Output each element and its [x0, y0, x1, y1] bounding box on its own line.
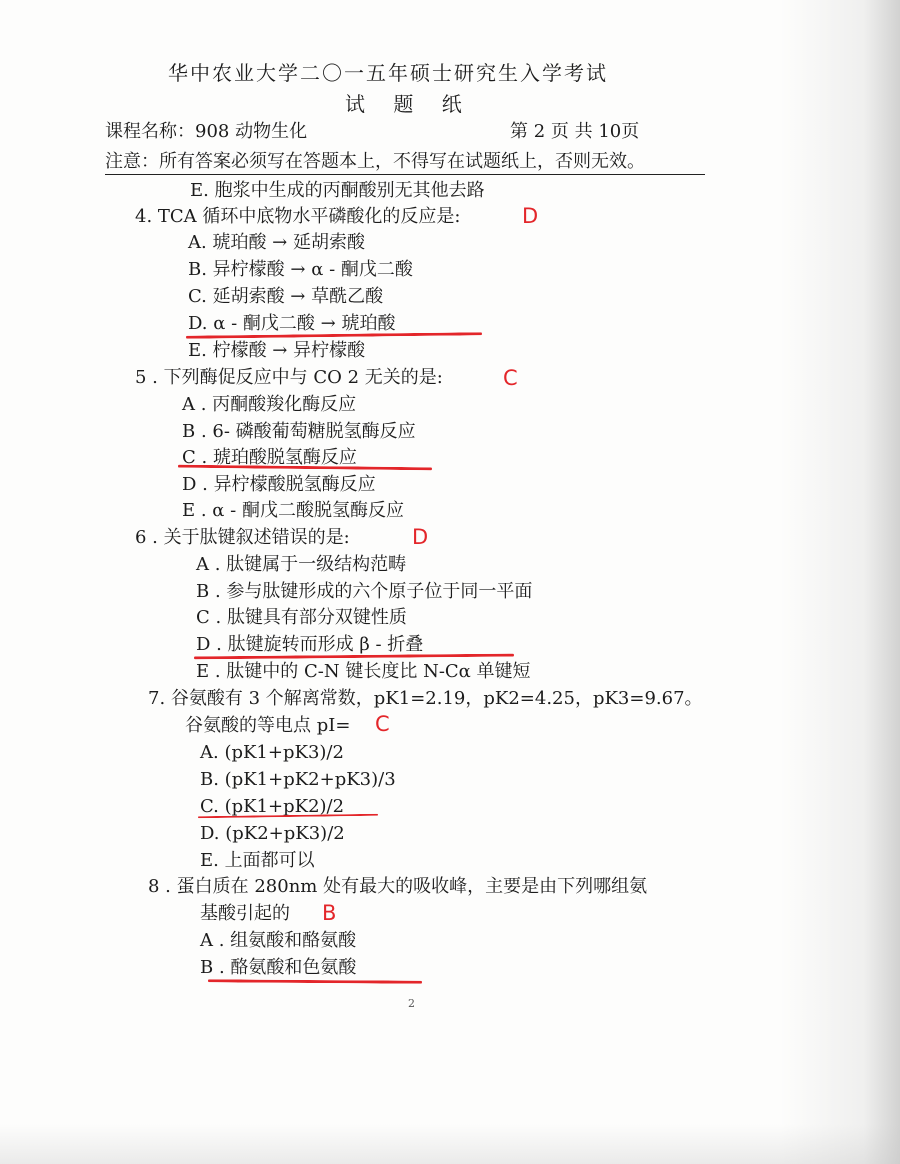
course-name: 课程名称：908 动物生化: [105, 121, 308, 142]
q7-option-d: D. (pK2+pK3)/2: [200, 823, 345, 844]
q7-option-c: C. (pK1+pK2)/2: [200, 796, 345, 817]
q4-option-a: A. 琥珀酸 → 延胡索酸: [188, 232, 365, 253]
q8-stem-line2: 基酸引起的: [200, 903, 290, 924]
q5-option-d: D . 异柠檬酸脱氢酶反应: [182, 474, 376, 495]
notice-underline: [105, 174, 705, 175]
q5-option-e: E . α - 酮戊二酸脱氢酶反应: [182, 500, 404, 521]
notice-text: 注意：所有答案必须写在答题本上，不得写在试题纸上，否则无效。: [105, 151, 645, 172]
q4-stem: 4. TCA 循环中底物水平磷酸化的反应是:: [135, 206, 461, 227]
q4-answer-mark: D: [522, 204, 539, 228]
q4-option-e: E. 柠檬酸 → 异柠檬酸: [188, 340, 366, 361]
q8-option-a: A . 组氨酸和酪氨酸: [200, 930, 357, 951]
q7-option-a: A. (pK1+pK3)/2: [200, 742, 344, 763]
q3-option-e: E. 胞浆中生成的丙酮酸别无其他去路: [190, 180, 485, 201]
q5-answer-mark: C: [503, 366, 518, 390]
scan-edge-shadow: [780, 0, 900, 1164]
q5-answer-underline: [178, 465, 432, 471]
q8-option-b: B . 酪氨酸和色氨酸: [200, 957, 357, 978]
q7-stem-line2: 谷氨酸的等电点 pI=: [185, 715, 351, 736]
q5-stem: 5 . 下列酶促反应中与 CO 2 无关的是:: [135, 367, 443, 388]
q8-answer-underline: [208, 979, 422, 983]
q5-option-b: B . 6- 磷酸葡萄糖脱氢酶反应: [182, 421, 416, 442]
page-info: 第 2 页 共 10页: [510, 121, 640, 142]
q4-option-b: B. 异柠檬酸 → α - 酮戊二酸: [188, 259, 413, 280]
q6-stem: 6 . 关于肽键叙述错误的是:: [135, 527, 350, 548]
q8-stem: 8 . 蛋白质在 280nm 处有最大的吸收峰，主要是由下列哪组氨: [148, 876, 648, 897]
q8-answer-mark: B: [322, 901, 337, 925]
q6-option-c: C . 肽键具有部分双键性质: [196, 607, 407, 628]
q7-stem: 7. 谷氨酸有 3 个解离常数，pK1=2.19，pK2=4.25，pK3=9.67。: [148, 688, 703, 709]
page-subtitle: 试 题 纸: [345, 92, 464, 116]
q7-answer-mark: C: [375, 712, 390, 736]
q6-option-b: B . 参与肽键形成的六个原子位于同一平面: [196, 581, 533, 602]
q6-option-a: A . 肽键属于一级结构范畴: [196, 554, 407, 575]
page-title: 华中农业大学二〇一五年硕士研究生入学考试: [168, 61, 608, 85]
q6-option-e: E . 肽键中的 C-N 键长度比 N-Cα 单键短: [196, 661, 531, 682]
footer-page-number: 2: [408, 997, 415, 1010]
q6-option-d: D . 肽键旋转而形成 β - 折叠: [196, 634, 424, 655]
q4-option-d: D. α - 酮戊二酸 → 琥珀酸: [188, 313, 396, 334]
q7-option-e: E. 上面都可以: [200, 850, 315, 871]
q4-option-c: C. 延胡索酸 → 草酰乙酸: [188, 286, 384, 307]
q5-option-a: A . 丙酮酸羧化酶反应: [182, 394, 357, 415]
scan-bottom-shadow: [0, 1124, 900, 1164]
q5-option-c: C . 琥珀酸脱氢酶反应: [182, 447, 357, 468]
q6-answer-mark: D: [412, 525, 429, 549]
q7-option-b: B. (pK1+pK2+pK3)/3: [200, 769, 396, 790]
